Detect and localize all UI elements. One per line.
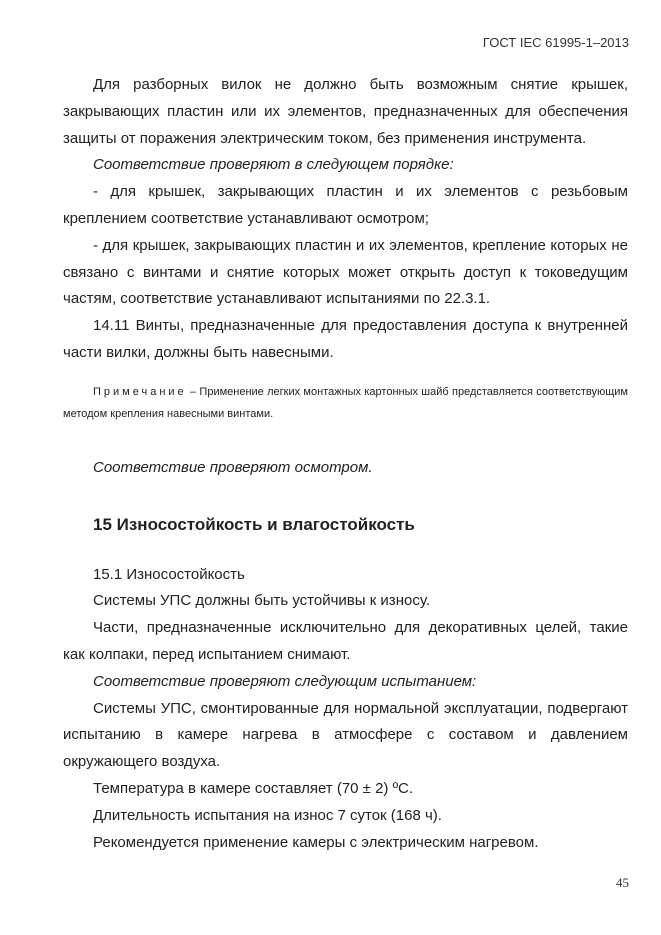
paragraph-decorative-parts: Части, предназначенные исключительно для декоративных целей, такие как колпаки, перед испытанием снимают. — [63, 619, 628, 663]
paragraph-wear-resistance: Системы УПС должны быть устойчивы к износу. — [93, 592, 430, 610]
section-15-heading: 15 Износостойкость и влагостойкость — [93, 514, 415, 534]
note-text: – Применение легких монтажных картонных шайб представляется соответствующим методом крепления навесными винтами. — [63, 385, 628, 420]
paragraph-heating-chamber: Системы УПС, смонтированные для нормальной эксплуатации, подвергают испытанию в камере нагрева в атмосфере с составом и давлением окружающего воздуха. — [63, 699, 628, 771]
paragraph-check-test: Соответствие проверяют следующим испытанием: — [93, 672, 477, 690]
paragraph-non-threaded-covers: - для крышек, закрывающих пластин и их элементов, крепление которых не связано с винтами и снятие которых может открыть доступ к токоведущим частям, соответствие устанавливают испытаниями по 22.3.1. — [63, 236, 628, 308]
paragraph-temperature: Температура в камере составляет (70 ± 2) ºС. — [93, 779, 414, 797]
paragraph-disassembly: Для разборных вилок не должно быть возможным снятие крышек, закрывающих пластин или их элементов, предназначенных для обеспечения защиты от поражения электрическим током, без применения инструмента. — [63, 76, 628, 147]
paragraph-15-1: 15.1 Износостойкость — [93, 565, 245, 583]
note — [63, 381, 628, 425]
page-number: 45 — [616, 875, 629, 890]
document-body — [63, 72, 628, 856]
paragraph-recommendation: Рекомендуется применение камеры с электрическим нагревом. — [93, 833, 539, 851]
paragraph-duration: Длительность испытания на износ 7 суток (168 ч). — [93, 806, 442, 824]
paragraph-check-inspection: Соответствие проверяют осмотром. — [93, 458, 373, 476]
paragraph-14-11: 14.11 Винты, предназначенные для предоставления доступа к внутренней части вилки, должны быть навесными. — [63, 317, 628, 361]
paragraph-check-order: Соответствие проверяют в следующем порядке: — [93, 156, 454, 174]
note-label: Примечание — [93, 385, 187, 398]
document-header: ГОСТ IEC 61995-1–2013 — [482, 35, 629, 50]
paragraph-threaded-covers: - для крышек, закрывающих пластин и их элементов с резьбовым креплением соответствие устанавливают осмотром; — [63, 183, 628, 227]
